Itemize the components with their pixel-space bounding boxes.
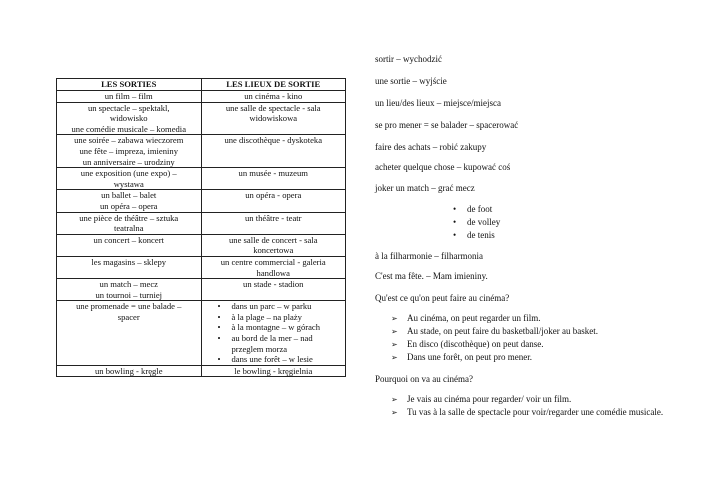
place-text: une discothèque - dyskoteka bbox=[224, 135, 323, 146]
outing-cell bbox=[57, 234, 202, 256]
outing-cell bbox=[57, 190, 202, 212]
question-line: Qu'est ce qu'on peut faire au cinéma? bbox=[375, 293, 510, 303]
answer-list bbox=[391, 313, 706, 365]
table-row bbox=[57, 279, 346, 301]
answer-item: ➢ Je vais au cinéma pour regarder/ voir un film. bbox=[391, 394, 706, 405]
outing-cell bbox=[57, 168, 202, 190]
place-text: une salle de spectacle - sala bbox=[225, 102, 321, 113]
outing-cell bbox=[57, 212, 202, 234]
place-list-item: • dans un parc – w parku bbox=[232, 301, 342, 312]
outing-cell bbox=[57, 256, 202, 278]
vocabulary-table bbox=[56, 78, 346, 377]
note-line: faire des achats – robić zakupy bbox=[375, 142, 487, 152]
note-line: un lieu/des lieux – miejsce/miejsca bbox=[375, 98, 501, 108]
outing-cell bbox=[57, 102, 202, 135]
header-outings: LES SORTIES bbox=[57, 79, 202, 91]
place-text: handlowa bbox=[256, 267, 290, 278]
outing-text: un anniversaire – urodziny bbox=[82, 156, 175, 167]
place-list bbox=[206, 301, 342, 365]
outing-text: teatralna bbox=[113, 223, 144, 234]
place-text: un centre commercial - galeria bbox=[220, 256, 326, 267]
place-text: un théâtre - teatr bbox=[244, 212, 302, 223]
place-cell bbox=[201, 301, 346, 366]
outing-text: widowisko bbox=[109, 113, 148, 124]
outing-text: un bowling - kręgle bbox=[94, 365, 163, 376]
table-row bbox=[57, 91, 346, 103]
place-cell bbox=[201, 365, 346, 377]
outing-cell bbox=[57, 279, 202, 301]
outing-text: un spectacle – spektakl, bbox=[87, 102, 170, 113]
place-text: une salle de concert - sala bbox=[228, 234, 318, 245]
outing-text: une fête – impreza, imieniny bbox=[79, 145, 179, 156]
note-line: joker un match – grać mecz bbox=[375, 183, 475, 193]
place-text: un musée - muzeum bbox=[238, 168, 308, 179]
outing-cell bbox=[57, 365, 202, 377]
answer-item: ➢ En disco (discothèque) on peut danse. bbox=[391, 339, 706, 350]
place-text: widowiskowa bbox=[249, 113, 298, 124]
outing-text: une promenade = une balade – bbox=[76, 301, 182, 312]
outing-text: spacer bbox=[117, 311, 140, 322]
outing-text: un ballet – balet bbox=[101, 190, 157, 201]
outing-cell bbox=[57, 91, 202, 103]
answer-item: ➢ Dans une forêt, on peut pro mener. bbox=[391, 352, 706, 363]
question-line: Pourquoi on va au cinéma? bbox=[375, 374, 473, 384]
place-text: le bowling - kręgielnia bbox=[234, 365, 313, 376]
sport-list bbox=[467, 204, 500, 243]
place-cell bbox=[201, 279, 346, 301]
place-text: koncertowa bbox=[253, 245, 294, 256]
answer-item: ➢ Au stade, on peut faire du basketball/joker au basket. bbox=[391, 326, 706, 337]
note-line: C'est ma fête. – Mam imieniny. bbox=[375, 271, 488, 281]
sport-item: • de volley bbox=[467, 217, 500, 230]
note-line: une sortie – wyjście bbox=[375, 76, 447, 86]
outing-text: un match – mecz bbox=[99, 279, 158, 290]
outing-cell bbox=[57, 301, 202, 366]
sport-item: • de tenis bbox=[467, 230, 500, 243]
note-line: se pro mener = se balader – spacerować bbox=[375, 120, 519, 130]
table-row bbox=[57, 256, 346, 278]
outing-text: les magasins – sklepy bbox=[91, 256, 167, 267]
place-cell bbox=[201, 256, 346, 278]
note-line: à la filharmonie – filharmonia bbox=[375, 251, 483, 261]
table-row bbox=[57, 190, 346, 212]
place-list-item: • au bord de la mer – nad przeglem morza bbox=[232, 333, 342, 354]
outing-text: un concert – koncert bbox=[93, 234, 164, 245]
table-row bbox=[57, 135, 346, 168]
place-text: un stade - stadion bbox=[243, 279, 304, 290]
answer-list bbox=[391, 394, 706, 420]
header-places: LES LIEUX DE SORTIE bbox=[201, 79, 346, 91]
table-row bbox=[57, 212, 346, 234]
table-row bbox=[57, 301, 346, 366]
outing-text: une comédie musicale – komedia bbox=[71, 123, 187, 134]
outing-text: une pièce de théâtre – sztuka bbox=[79, 212, 179, 223]
place-cell bbox=[201, 135, 346, 168]
place-cell bbox=[201, 91, 346, 103]
place-text: un opéra - opera bbox=[245, 190, 302, 201]
table-row bbox=[57, 102, 346, 135]
outing-text: un opéra – opera bbox=[99, 200, 158, 211]
place-cell bbox=[201, 190, 346, 212]
outing-text: une soirée – zabawa wieczorem bbox=[74, 135, 184, 146]
place-cell bbox=[201, 102, 346, 135]
outing-text: wystawa bbox=[113, 178, 144, 189]
answer-item: ➢ Au cinéma, on peut regarder un film. bbox=[391, 313, 706, 324]
place-list-item: • dans une forêt – w lesie bbox=[232, 354, 342, 365]
place-cell bbox=[201, 234, 346, 256]
place-cell bbox=[201, 168, 346, 190]
sport-item: • de foot bbox=[467, 204, 500, 217]
outing-text: un film – film bbox=[104, 91, 153, 101]
table-row bbox=[57, 365, 346, 377]
note-line: sortir – wychodzić bbox=[375, 54, 442, 64]
note-line: acheter quelque chose – kupować coś bbox=[375, 162, 511, 172]
place-list-item: • à la plage – na plaży bbox=[232, 312, 342, 323]
place-list-item: • à la montagne – w górach bbox=[232, 322, 342, 333]
table-row bbox=[57, 168, 346, 190]
table-row bbox=[57, 234, 346, 256]
place-text: un cinéma - kino bbox=[244, 91, 303, 101]
place-cell bbox=[201, 212, 346, 234]
answer-item: ➢ Tu vas à la salle de spectacle pour voir/regarder une comédie musicale. bbox=[391, 407, 706, 418]
outing-text: un tournoi – turniej bbox=[95, 289, 163, 300]
outing-cell bbox=[57, 135, 202, 168]
outing-text: une exposition (une expo) – bbox=[80, 168, 177, 179]
